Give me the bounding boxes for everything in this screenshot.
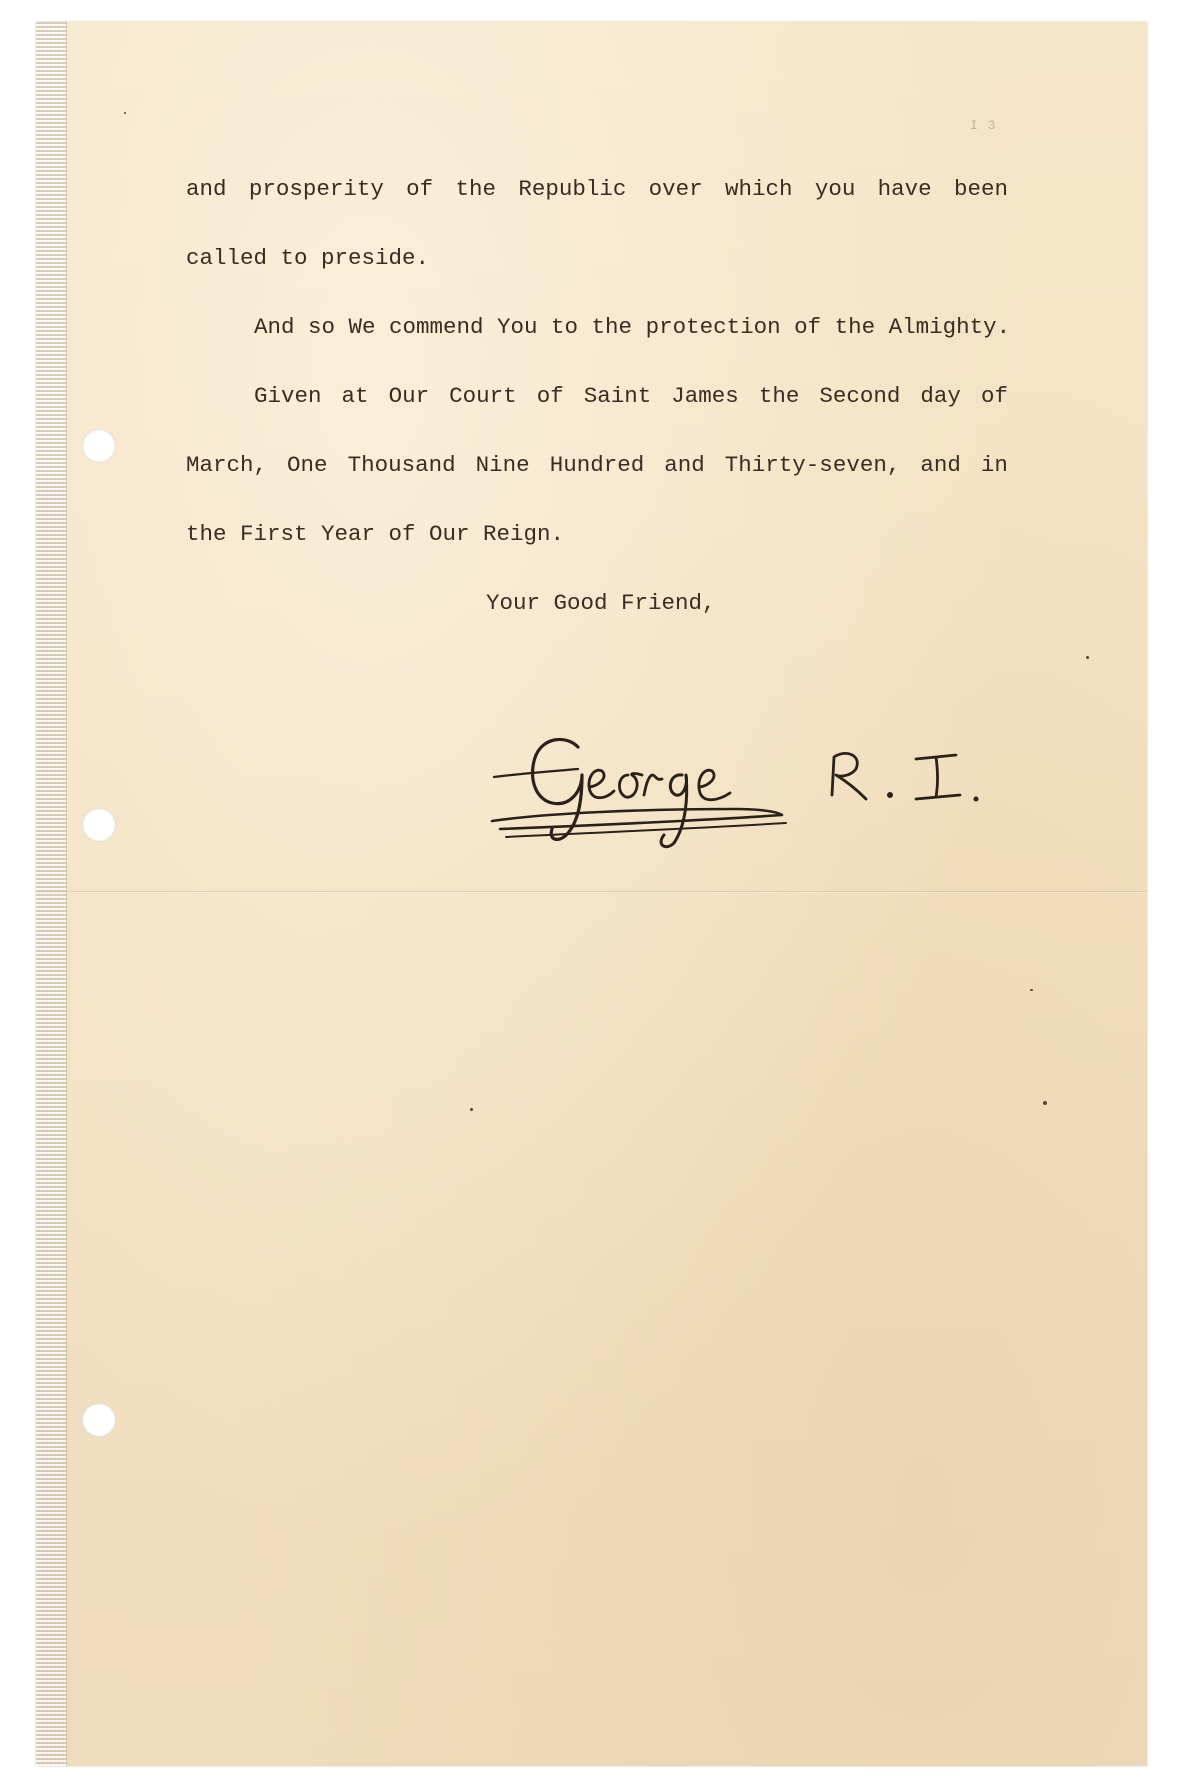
paper-speck <box>124 112 126 114</box>
word: of <box>980 383 1008 409</box>
word: been <box>953 176 1008 202</box>
word: prosperity <box>248 176 384 202</box>
word: and <box>664 452 705 478</box>
word: the <box>758 383 800 409</box>
closing-text: Your Good Friend, <box>486 590 716 616</box>
word: and <box>920 452 961 478</box>
letter-line-3 <box>254 314 1010 340</box>
word: Nine <box>475 452 530 478</box>
word: Court <box>449 383 517 409</box>
word: at <box>341 383 369 409</box>
handwritten-signature <box>486 725 1006 855</box>
letter-page <box>36 22 1147 1766</box>
letter-line-4 <box>254 383 1008 409</box>
word: of <box>406 176 434 202</box>
letter-line-5 <box>186 452 1008 478</box>
word: you <box>814 176 856 202</box>
word: Thousand <box>347 452 456 478</box>
paper-fold-line <box>36 891 1147 893</box>
corner-faint-mark: I 3 <box>970 118 997 133</box>
word: James <box>671 383 739 409</box>
line-text: And so We commend You to the protection of the Almighty. <box>254 314 1011 340</box>
paper-speck <box>1086 656 1089 659</box>
word: Thirty-seven, <box>724 452 901 478</box>
line-text: called to preside. <box>186 245 430 271</box>
word: Hundred <box>549 452 645 478</box>
word: One <box>287 452 328 478</box>
punch-hole-top <box>82 429 116 463</box>
word: Republic <box>518 176 627 202</box>
punch-hole-bottom <box>82 1403 116 1437</box>
word: day <box>920 383 961 409</box>
word: the <box>455 176 497 202</box>
word: have <box>877 176 932 202</box>
word: and <box>186 176 227 202</box>
word: Our <box>388 383 430 409</box>
word: Saint <box>583 383 652 409</box>
paper-speck <box>1043 1101 1047 1105</box>
letter-line-6 <box>186 521 564 547</box>
word: which <box>725 176 793 202</box>
word: March, <box>186 452 268 478</box>
word: Second <box>819 383 901 409</box>
line-text: the First Year of Our Reign. <box>186 521 565 547</box>
word: over <box>648 176 703 202</box>
page-binding-strip <box>36 22 67 1766</box>
letter-closing <box>486 590 716 616</box>
letter-line-1 <box>186 176 1008 202</box>
paper-speck <box>1030 989 1033 991</box>
word: in <box>980 452 1008 478</box>
punch-hole-middle <box>82 808 116 842</box>
word: of <box>536 383 564 409</box>
letter-line-2 <box>186 245 429 271</box>
paper-speck <box>470 1108 473 1111</box>
word: Given <box>254 383 322 409</box>
